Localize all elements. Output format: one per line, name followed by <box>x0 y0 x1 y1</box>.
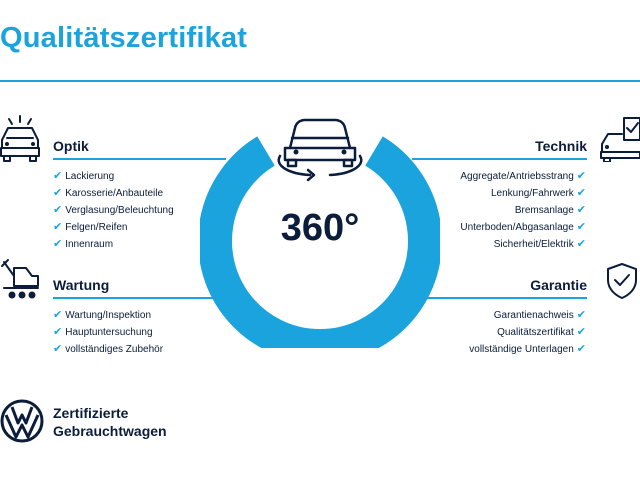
check-icon: ✔ <box>53 187 63 199</box>
list-item: vollständige Unterlagen ✔ <box>469 343 586 355</box>
list-item: Qualitätszertifikat ✔ <box>497 326 586 338</box>
check-icon: ✔ <box>53 221 63 233</box>
badge-arc-text: Gebrauchtwagen-Check <box>228 249 412 324</box>
check-icon: ✔ <box>576 221 586 233</box>
check-360-badge <box>200 108 440 348</box>
check-icon: ✔ <box>53 170 63 182</box>
check-icon: ✔ <box>53 204 63 216</box>
list-item: ✔ Verglasung/Beleuchtung <box>53 204 174 216</box>
section-garantie-title: Garantie <box>530 277 587 293</box>
brand-line-1: Zertifizierte <box>53 405 129 421</box>
list-item: ✔ Karosserie/Anbauteile <box>53 187 164 199</box>
check-icon: ✔ <box>53 309 63 321</box>
check-icon: ✔ <box>53 326 63 338</box>
check-icon: ✔ <box>576 309 586 321</box>
section-wartung-title: Wartung <box>53 277 110 293</box>
list-item: ✔ Hauptuntersuchung <box>53 326 153 338</box>
check-icon: ✔ <box>576 204 586 216</box>
brand-name <box>53 404 167 440</box>
section-technik-title: Technik <box>535 138 587 154</box>
list-item: Aggregate/Antriebsstrang ✔ <box>460 170 586 182</box>
section-optik-title: Optik <box>53 138 89 154</box>
check-icon: ✔ <box>576 343 586 355</box>
list-item: ✔ Innenraum <box>53 238 114 250</box>
brand-line-2: Gebrauchtwagen <box>53 423 167 439</box>
section-technik-list <box>460 168 586 253</box>
list-item: ✔ Lackierung <box>53 170 115 182</box>
section-optik-list <box>53 168 174 253</box>
shield-check-icon <box>606 262 638 300</box>
list-item: Unterboden/Abgasanlage ✔ <box>460 221 586 233</box>
list-item: ✔ vollständiges Zubehör <box>53 343 164 355</box>
badge-degree: 360° <box>280 207 360 249</box>
section-wartung-list <box>53 307 163 358</box>
check-icon: ✔ <box>53 343 63 355</box>
check-icon: ✔ <box>576 326 586 338</box>
check-icon: ✔ <box>53 238 63 250</box>
list-item: Garantienachweis ✔ <box>493 309 586 321</box>
car-front-shine-icon <box>0 114 44 164</box>
list-item: ✔ Wartung/Inspektion <box>53 309 152 321</box>
service-tools-icon <box>0 258 44 302</box>
section-garantie-list <box>469 307 586 358</box>
list-item: Lenkung/Fahrwerk ✔ <box>490 187 586 199</box>
check-icon: ✔ <box>576 187 586 199</box>
vw-logo <box>0 399 44 443</box>
list-item: Bremsanlage ✔ <box>514 204 586 216</box>
car-rotate-icon <box>279 120 362 180</box>
car-checklist-icon <box>600 116 640 162</box>
title-divider <box>0 80 640 82</box>
check-icon: ✔ <box>576 170 586 182</box>
page-title: Qualitätszertifikat <box>0 22 248 54</box>
check-icon: ✔ <box>576 238 586 250</box>
list-item: Sicherheit/Elektrik ✔ <box>493 238 586 250</box>
list-item: ✔ Felgen/Reifen <box>53 221 128 233</box>
